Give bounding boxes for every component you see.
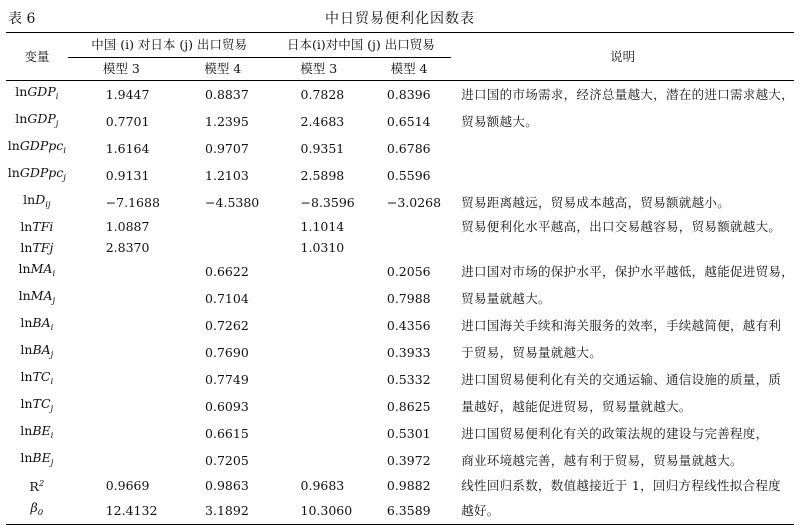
- model3-china-to-japan-cell: 2.8370: [105, 240, 150, 255]
- model4-china-to-japan-cell: 0.6093: [205, 399, 249, 414]
- table-row: [6, 135, 794, 162]
- variable-subscript: i: [50, 431, 54, 441]
- model4-japan-to-china-cell: −3.0268: [386, 195, 442, 210]
- ln-prefix: ln: [18, 288, 31, 303]
- variable-cell: [6, 108, 68, 135]
- variable-name: TFi: [32, 219, 54, 234]
- explanation-cell: 于贸易，贸易量就越大。: [461, 345, 602, 360]
- model3-japan-to-china-cell: [271, 339, 367, 366]
- table-row: [6, 366, 794, 393]
- variable-subscript: j: [63, 173, 66, 183]
- variable-name: GDP: [27, 84, 56, 99]
- model3-china-to-japan-cell: [68, 420, 175, 447]
- model4-japan-to-china-cell: 6.3589: [367, 497, 451, 525]
- model3-china-to-japan-cell: 0.9669: [105, 478, 150, 493]
- table-row: [6, 258, 794, 285]
- explanation-cell: 进口国的市场需求，经济总量越大，潜在的进口需求越大，: [461, 87, 794, 102]
- model4-china-to-japan-cell: [175, 237, 270, 258]
- ln-prefix: ln: [15, 84, 28, 99]
- table-row: [6, 216, 794, 237]
- model4-china-to-japan-cell: 0.8837: [205, 87, 249, 102]
- ln-prefix: ln: [20, 423, 33, 438]
- model3-japan-to-china-cell: [271, 312, 367, 339]
- variable-name: β: [30, 500, 38, 515]
- variable-name: BA: [32, 342, 51, 357]
- table-row: [6, 474, 794, 497]
- variable-name: TC: [32, 369, 51, 384]
- variable-subscript: j: [50, 404, 54, 414]
- model4-china-to-japan-cell: 0.9863: [205, 478, 249, 493]
- variable-cell: [6, 339, 68, 366]
- explanation-cell: 贸易量就越大。: [461, 291, 551, 306]
- model4-china-to-japan-cell: 0.7205: [205, 453, 249, 468]
- model4-japan-to-china-cell: 0.5301: [386, 426, 431, 441]
- variable-subscript: j: [50, 458, 54, 468]
- model3-china-to-japan-cell: [68, 339, 175, 366]
- variable-name: GDPpc: [19, 138, 64, 153]
- variable-cell: [6, 81, 68, 109]
- table-row: [6, 420, 794, 447]
- model3-japan-to-china-cell: [271, 258, 367, 285]
- model4-japan-to-china-cell: 0.6514: [386, 114, 431, 129]
- variable-name: GDP: [27, 111, 56, 126]
- explanation-cell: 量越好，越能促进贸易，贸易量就越大。: [461, 399, 692, 414]
- variable-cell: [6, 366, 68, 393]
- table-row: [6, 237, 794, 258]
- model4-japan-to-china-cell: 0.4356: [386, 318, 431, 333]
- variable-subscript: i: [50, 323, 54, 333]
- variable-subscript: i: [55, 92, 59, 102]
- ln-prefix: ln: [20, 219, 33, 234]
- explanation-cell: 越好。: [451, 497, 794, 525]
- model3-china-to-japan-cell: 0.7701: [105, 114, 150, 129]
- model4-japan-to-china-cell: [367, 216, 451, 237]
- data-table: [6, 32, 794, 525]
- model4-china-to-japan-cell: 0.6622: [205, 264, 249, 279]
- explanation-cell: 进口国贸易便利化有关的政策法规的建设与完善程度，: [461, 426, 769, 441]
- table-title: 中日贸易便利化因数表: [325, 11, 475, 27]
- model3-japan-to-china-cell: 1.0310: [300, 240, 345, 255]
- model4-japan-to-china-cell: 0.6786: [386, 141, 431, 156]
- explanation-cell: 贸易额越大。: [461, 114, 538, 129]
- header-model4-b: 模型 4: [367, 58, 451, 81]
- model4-china-to-japan-cell: 0.7262: [205, 318, 249, 333]
- model3-japan-to-china-cell: −8.3596: [300, 195, 355, 210]
- model3-japan-to-china-cell: [271, 420, 367, 447]
- variable-subscript: i: [63, 146, 66, 156]
- model4-china-to-japan-cell: −4.5380: [205, 195, 260, 210]
- ln-prefix: ln: [7, 138, 20, 153]
- variable-cell: [6, 497, 68, 525]
- model4-china-to-japan-cell: 0.7690: [205, 345, 249, 360]
- table-row: [6, 312, 794, 339]
- model3-japan-to-china-cell: 0.7828: [300, 87, 345, 102]
- model4-china-to-japan-cell: 3.1892: [175, 497, 270, 525]
- model4-japan-to-china-cell: 0.5596: [386, 168, 431, 183]
- variable-subscript: 0: [37, 508, 44, 518]
- variable-subscript: ij: [45, 200, 51, 210]
- ln-prefix: ln: [20, 240, 33, 255]
- variable-cell: [6, 393, 68, 420]
- table-row: [6, 108, 794, 135]
- explanation-cell: 进口国贸易便利化有关的交通运输、通信设施的质量，质: [461, 372, 782, 387]
- model3-china-to-japan-cell: 12.4132: [68, 497, 175, 525]
- variable-cell: [6, 420, 68, 447]
- ln-prefix: ln: [23, 192, 36, 207]
- model3-japan-to-china-cell: 2.5898: [300, 168, 345, 183]
- variable-subscript: j: [55, 119, 59, 129]
- header-model3-b: 模型 3: [271, 58, 367, 81]
- variable-name: BA: [32, 315, 51, 330]
- model3-japan-to-china-cell: 1.1014: [300, 219, 345, 234]
- variable-name: BE: [32, 423, 51, 438]
- table-row: [6, 497, 794, 525]
- model4-china-to-japan-cell: 0.7749: [205, 372, 249, 387]
- model4-japan-to-china-cell: 0.8625: [386, 399, 431, 414]
- table-caption: [0, 6, 800, 28]
- explanation-cell: [451, 237, 794, 258]
- variable-cell: [6, 474, 68, 497]
- variable-name: TC: [32, 396, 51, 411]
- model3-japan-to-china-cell: 0.9683: [300, 478, 345, 493]
- table-row: [6, 393, 794, 420]
- model4-china-to-japan-cell: 1.2395: [205, 114, 249, 129]
- model3-china-to-japan-cell: [68, 393, 175, 420]
- header-group-japan-to-china: 日本(i)对中国 (j) 出口贸易: [271, 33, 452, 58]
- variable-subscript: i: [50, 377, 54, 387]
- model3-china-to-japan-cell: [68, 285, 175, 312]
- variable-subscript: j: [50, 350, 54, 360]
- variable-cell: [6, 162, 68, 189]
- variable-cell: [6, 312, 68, 339]
- variable-name: GDPpc: [19, 165, 64, 180]
- explanation-cell: 贸易距离越远，贸易成本越高，贸易额就越小。: [461, 195, 730, 210]
- model4-china-to-japan-cell: [175, 216, 270, 237]
- model4-china-to-japan-cell: 0.9707: [205, 141, 249, 156]
- model3-china-to-japan-cell: 1.0887: [105, 219, 150, 234]
- header-model3-a: 模型 3: [68, 58, 175, 81]
- variable-name: MA: [30, 288, 53, 303]
- ln-prefix: ln: [20, 342, 33, 357]
- variable-cell: [6, 237, 68, 258]
- model4-japan-to-china-cell: 0.3933: [386, 345, 431, 360]
- ln-prefix: ln: [15, 111, 28, 126]
- variable-name: D: [35, 192, 46, 207]
- variable-superscript: 2: [38, 479, 45, 489]
- model3-china-to-japan-cell: 1.6164: [105, 141, 150, 156]
- model4-china-to-japan-cell: 0.6615: [205, 426, 249, 441]
- variable-name: BE: [32, 450, 51, 465]
- model3-japan-to-china-cell: [271, 366, 367, 393]
- table-row: [6, 162, 794, 189]
- model4-china-to-japan-cell: 0.7104: [205, 291, 249, 306]
- model3-china-to-japan-cell: [68, 312, 175, 339]
- variable-cell: [6, 285, 68, 312]
- table-row: [6, 339, 794, 366]
- variable-cell: [6, 258, 68, 285]
- variable-cell: [6, 189, 68, 216]
- variable-name: TFj: [32, 240, 54, 255]
- explanation-cell: 贸易便利化水平越高，出口交易越容易，贸易额就越大。: [461, 219, 782, 234]
- explanation-cell: [451, 162, 794, 189]
- model4-japan-to-china-cell: 0.7988: [386, 291, 431, 306]
- table-number: 表 6: [8, 11, 36, 27]
- model3-japan-to-china-cell: 2.4683: [300, 114, 345, 129]
- model3-china-to-japan-cell: −7.1688: [105, 195, 160, 210]
- model4-japan-to-china-cell: 0.5332: [386, 372, 431, 387]
- model3-japan-to-china-cell: [271, 393, 367, 420]
- header-group-china-to-japan: 中国 (i) 对日本 (j) 出口贸易: [68, 33, 271, 58]
- ln-prefix: ln: [18, 261, 31, 276]
- table-row: [6, 189, 794, 216]
- model4-japan-to-china-cell: 0.3972: [386, 453, 431, 468]
- model3-china-to-japan-cell: [68, 258, 175, 285]
- variable-cell: [6, 135, 68, 162]
- model4-japan-to-china-cell: 0.2056: [386, 264, 431, 279]
- variable-subscript: j: [52, 296, 56, 306]
- variable-subscript: i: [52, 269, 56, 279]
- explanation-cell: 进口国对市场的保护水平，保护水平越低，越能促进贸易，: [461, 264, 794, 279]
- model3-china-to-japan-cell: [68, 366, 175, 393]
- table-row: [6, 81, 794, 109]
- variable-cell: [6, 216, 68, 237]
- model3-japan-to-china-cell: 0.9351: [300, 141, 345, 156]
- table-row: [6, 285, 794, 312]
- model4-japan-to-china-cell: [367, 237, 451, 258]
- model3-china-to-japan-cell: 1.9447: [105, 87, 150, 102]
- model3-china-to-japan-cell: 0.9131: [105, 168, 150, 183]
- ln-prefix: ln: [7, 165, 20, 180]
- model4-japan-to-china-cell: 0.9882: [386, 478, 431, 493]
- ln-prefix: ln: [20, 369, 33, 384]
- explanation-cell: 进口国海关手续和海关服务的效率，手续越简便，越有利: [461, 318, 782, 333]
- model3-japan-to-china-cell: [271, 285, 367, 312]
- explanation-cell: 商业环境越完善，越有利于贸易，贸易量就越大。: [461, 453, 743, 468]
- ln-prefix: ln: [20, 396, 33, 411]
- header-model4-a: 模型 4: [175, 58, 270, 81]
- ln-prefix: ln: [20, 450, 33, 465]
- variable-name: R: [29, 479, 39, 494]
- explanation-cell: [451, 135, 794, 162]
- model4-japan-to-china-cell: 0.8396: [386, 87, 431, 102]
- explanation-cell: 线性回归系数，数值越接近于 1，回归方程线性拟合程度: [461, 478, 781, 493]
- variable-name: MA: [30, 261, 53, 276]
- header-variable: 变量: [6, 33, 68, 81]
- ln-prefix: ln: [20, 315, 33, 330]
- header-explanation: 说明: [451, 33, 794, 81]
- model3-japan-to-china-cell: 10.3060: [271, 497, 367, 525]
- model4-china-to-japan-cell: 1.2103: [205, 168, 249, 183]
